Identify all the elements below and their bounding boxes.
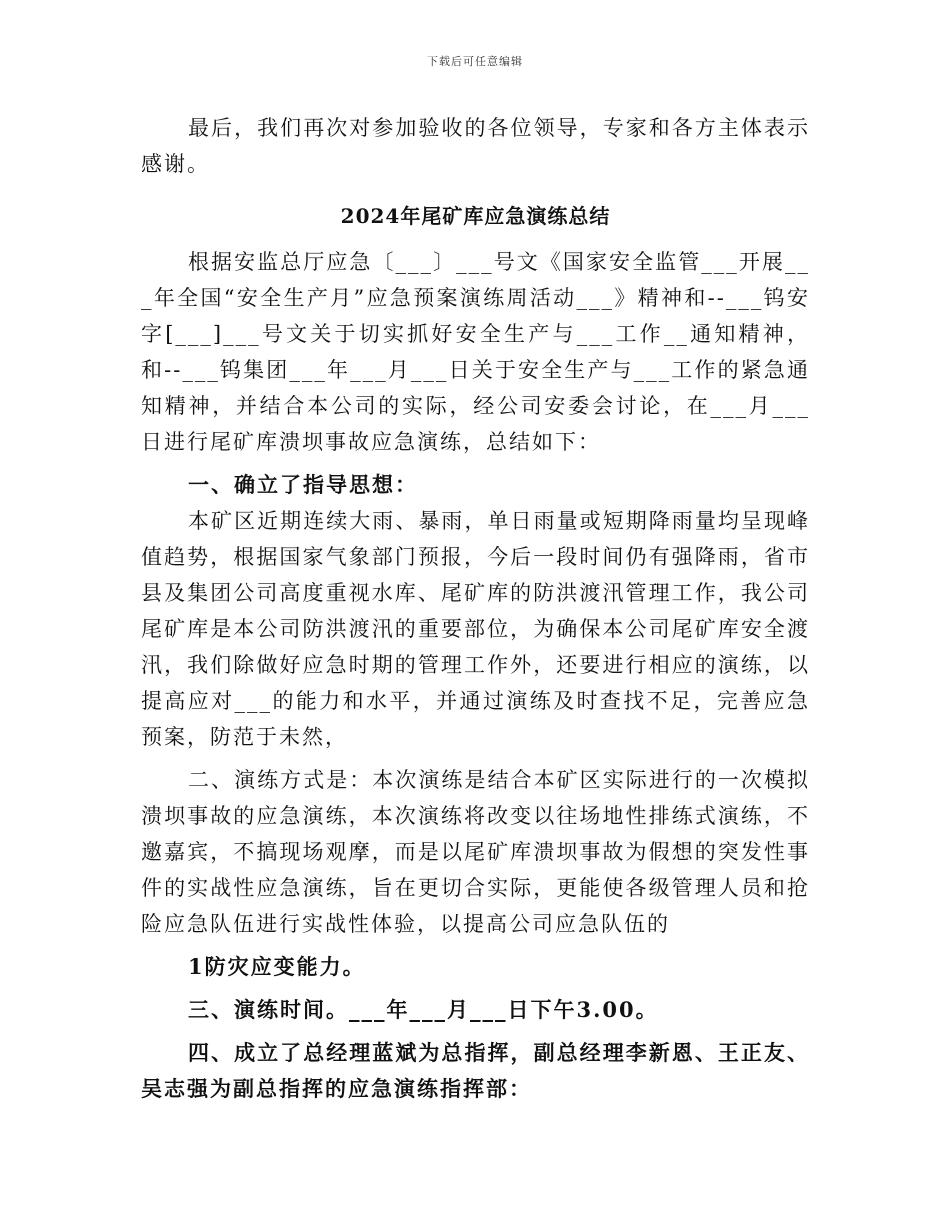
section1-heading: 一、确立了指导思想： bbox=[188, 472, 418, 497]
section2-continuation: 1防灾应变能力。 bbox=[188, 954, 366, 979]
document-title: 2024年尾矿库应急演练总结 bbox=[340, 204, 611, 228]
section1-body: 本矿区近期连续大雨、暴雨，单日雨量或短期降雨量均呈现峰值趋势，根据国家气象部门预报，今后一段时间仍有强降雨，省市县及集团公司高度重视水库、尾矿库的防洪渡汛管理工作，我公司尾矿库是本公司防洪渡汛的重要部位，为确保本公司尾矿库安全渡汛，我们除做好应急时期的管理工作外，还要进行相应的演练，以提高应对___的能力和水平，并通过演练及时查找不足，完善应急预案，防范于未然， bbox=[141, 509, 810, 749]
section3-heading: 三、演练时间。___年___月___日下午3.00。 bbox=[188, 997, 659, 1022]
document-body bbox=[141, 110, 810, 1107]
intro-paragraph: 根据安监总厅应急〔___〕___号文《国家安全监管___开展___年全国“安全生产月”应急预案演练周活动___》精神和--___钨安字[___]___号文关于切实抓好安全生产与___工作__通知精神，和--___钨集团___年___月___日关于安全生产与___工作的紧急通知精神，并结合本公司的实际，经公司安委会讨论，在___月___日进行尾矿库溃坝事故应急演练，总结如下： bbox=[141, 250, 810, 454]
section2-body: 二、演练方式是：本次演练是结合本矿区实际进行的一次模拟溃坝事故的应急演练，本次演练将改变以往场地性排练式演练，不邀嘉宾，不搞现场观摩，而是以尾矿库溃坝事故为假想的突发性事件的实战性应急演练，旨在更切合实际，更能使各级管理人员和抢险应急队伍进行实战性体验，以提高公司应急队伍的 bbox=[141, 768, 810, 936]
page-header: 下载后可任意编辑 bbox=[427, 55, 523, 68]
closing-paragraph: 最后，我们再次对参加验收的各位领导，专家和各方主体表示感谢。 bbox=[141, 116, 810, 176]
section4-heading: 四、成立了总经理蓝斌为总指挥，副总经理李新恩、王正友、吴志强为副总指挥的应急演练指挥部： bbox=[141, 1040, 810, 1101]
